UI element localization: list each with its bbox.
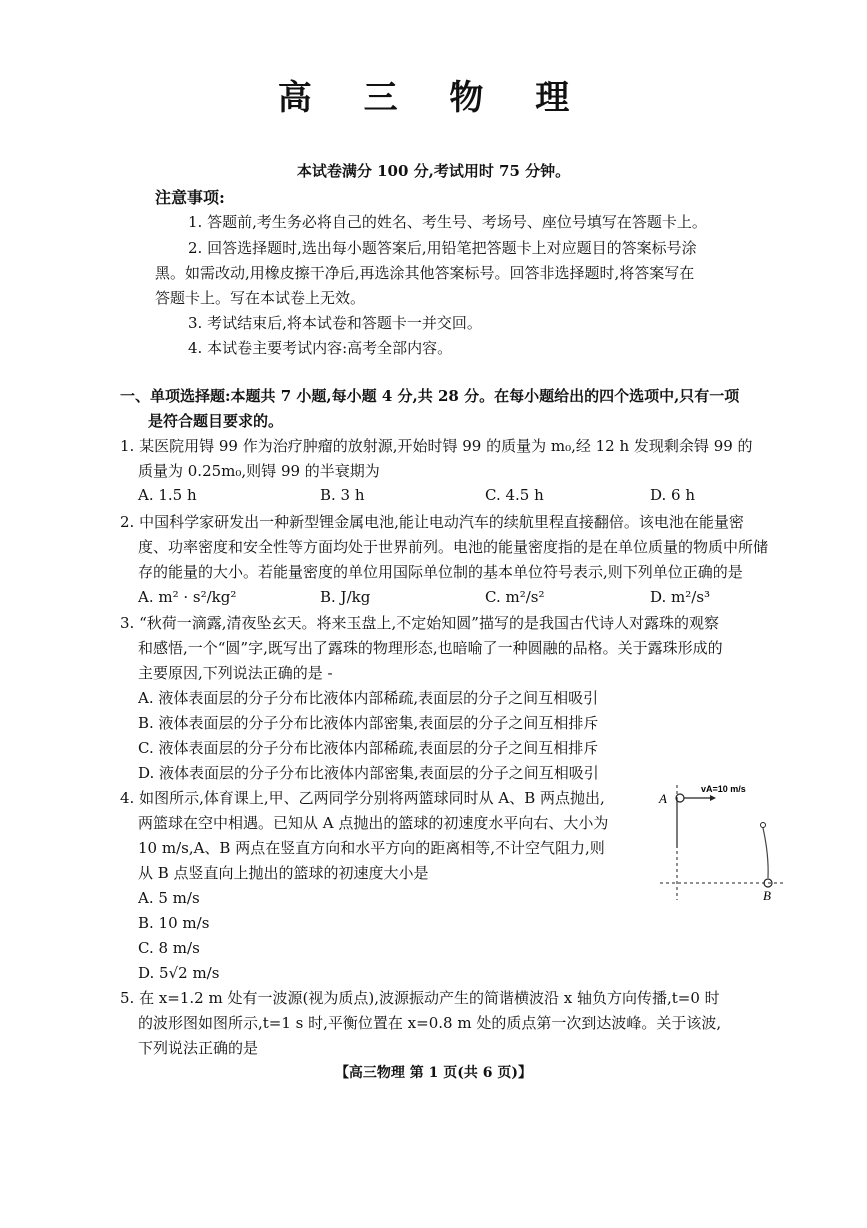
notice-item-1: 1. 答题前,考生务必将自己的姓名、考生号、考场号、座位号填写在答题卡上。 (188, 213, 707, 231)
q2-option-c: C. m²/s² (485, 588, 545, 606)
q3-stem-line1: 3. “秋荷一滴露,清夜坠玄天。将来玉盘上,不定始知圆”描写的是我国古代诗人对露珠的观察 (120, 614, 719, 632)
notice-item-3: 3. 考试结束后,将本试卷和答题卡一并交回。 (188, 314, 482, 332)
label-b: B (763, 888, 771, 903)
notice-item-4: 4. 本试卷主要考试内容:高考全部内容。 (188, 339, 453, 357)
q4-option-b: B. 10 m/s (138, 914, 210, 932)
q4-stem-line1: 4. 如图所示,体育课上,甲、乙两同学分别将两篮球同时从 A、B 两点抛出, (120, 789, 605, 807)
q1-option-c: C. 4.5 h (485, 486, 544, 504)
section-1-heading: 一、单项选择题:本题共 7 小题,每小题 4 分,共 28 分。在每小题给出的四个选项中,只有一项 (120, 387, 740, 405)
q4-option-c: C. 8 m/s (138, 939, 200, 957)
q1-option-d: D. 6 h (650, 486, 695, 504)
q4-option-a: A. 5 m/s (138, 889, 200, 907)
q5-stem-line3: 下列说法正确的是 (138, 1039, 259, 1057)
label-a: A (659, 791, 667, 806)
q4-stem-line4: 从 B 点竖直向上抛出的篮球的初速度大小是 (138, 864, 429, 882)
q4-option-d: D. 5√2 m/s (138, 964, 220, 982)
meeting-point-marker (761, 823, 766, 828)
q3-option-d: D. 液体表面层的分子分布比液体内部密集,表面层的分子之间互相吸引 (138, 764, 599, 782)
q2-stem-line1: 2. 中国科学家研发出一种新型锂金属电池,能让电动汽车的续航里程直接翻倍。该电池在能量密 (120, 513, 744, 531)
q1-option-b: B. 3 h (320, 486, 365, 504)
q3-stem-line3: 主要原因,下列说法正确的是 - (138, 664, 333, 682)
page-footer: 【高三物理 第 1 页(共 6 页)】 (334, 1065, 533, 1081)
notice-item-2-cont: 黑。如需改动,用橡皮擦干净后,再选涂其他答案标号。回答非选择题时,将答案写在 (155, 264, 695, 282)
ball-b-trajectory (763, 828, 768, 878)
q3-option-a: A. 液体表面层的分子分布比液体内部稀疏,表面层的分子之间互相吸引 (138, 689, 599, 707)
q2-option-b: B. J/kg (320, 588, 371, 606)
q1-stem-line2: 质量为 0.25m₀,则锝 99 的半衰期为 (138, 462, 380, 480)
page-title: 高 三 物 理 (277, 78, 590, 118)
q5-stem-line2: 的波形图如图所示,t=1 s 时,平衡位置在 x=0.8 m 处的质点第一次到达波峰。关于该波, (138, 1014, 722, 1032)
q5-stem-line1: 5. 在 x=1.2 m 处有一波源(视为质点),波源振动产生的简谐横波沿 x 轴负方向传播,t=0 时 (120, 989, 720, 1007)
q2-option-a: A. m² · s²/kg² (138, 588, 237, 606)
q3-stem-line2: 和感悟,一个“圆”字,既写出了露珠的物理形态,也暗喻了一种圆融的品格。关于露珠形成的 (138, 639, 723, 657)
notice-item-2: 2. 回答选择题时,选出每小题答案后,用铅笔把答题卡上对应题目的答案标号涂 (188, 239, 697, 257)
q2-option-d: D. m²/s³ (650, 588, 711, 606)
q3-option-b: B. 液体表面层的分子分布比液体内部密集,表面层的分子之间互相排斥 (138, 714, 599, 732)
q4-stem-line2: 两篮球在空中相遇。已知从 A 点抛出的篮球的初速度水平向右、大小为 (138, 814, 609, 832)
velocity-label: vA=10 m/s (701, 784, 746, 794)
notice-item-2-cont2: 答题卡上。写在本试卷上无效。 (155, 289, 366, 307)
q4-projectile-diagram (655, 770, 790, 905)
section-1-heading-cont: 是符合题目要求的。 (148, 412, 284, 430)
q4-stem-line3: 10 m/s,A、B 两点在竖直方向和水平方向的距离相等,不计空气阻力,则 (138, 839, 605, 857)
q1-stem-line1: 1. 某医院用锝 99 作为治疗肿瘤的放射源,开始时锝 99 的质量为 m₀,经 12 h 发现剩余锝 99 的 (120, 437, 753, 455)
exam-info: 本试卷满分 100 分,考试用时 75 分钟。 (296, 162, 571, 180)
q2-stem-line3: 存的能量的大小。若能量密度的单位用国际单位制的基本单位符号表示,则下列单位正确的是 (138, 563, 743, 581)
q2-stem-line2: 度、功率密度和安全性等方面均处于世界前列。电池的能量密度指的是在单位质量的物质中所储 (138, 538, 769, 556)
notice-heading: 注意事项: (155, 188, 225, 207)
q1-option-a: A. 1.5 h (138, 486, 197, 504)
q3-option-c: C. 液体表面层的分子分布比液体内部稀疏,表面层的分子之间互相排斥 (138, 739, 599, 757)
velocity-arrow-head (710, 795, 716, 801)
